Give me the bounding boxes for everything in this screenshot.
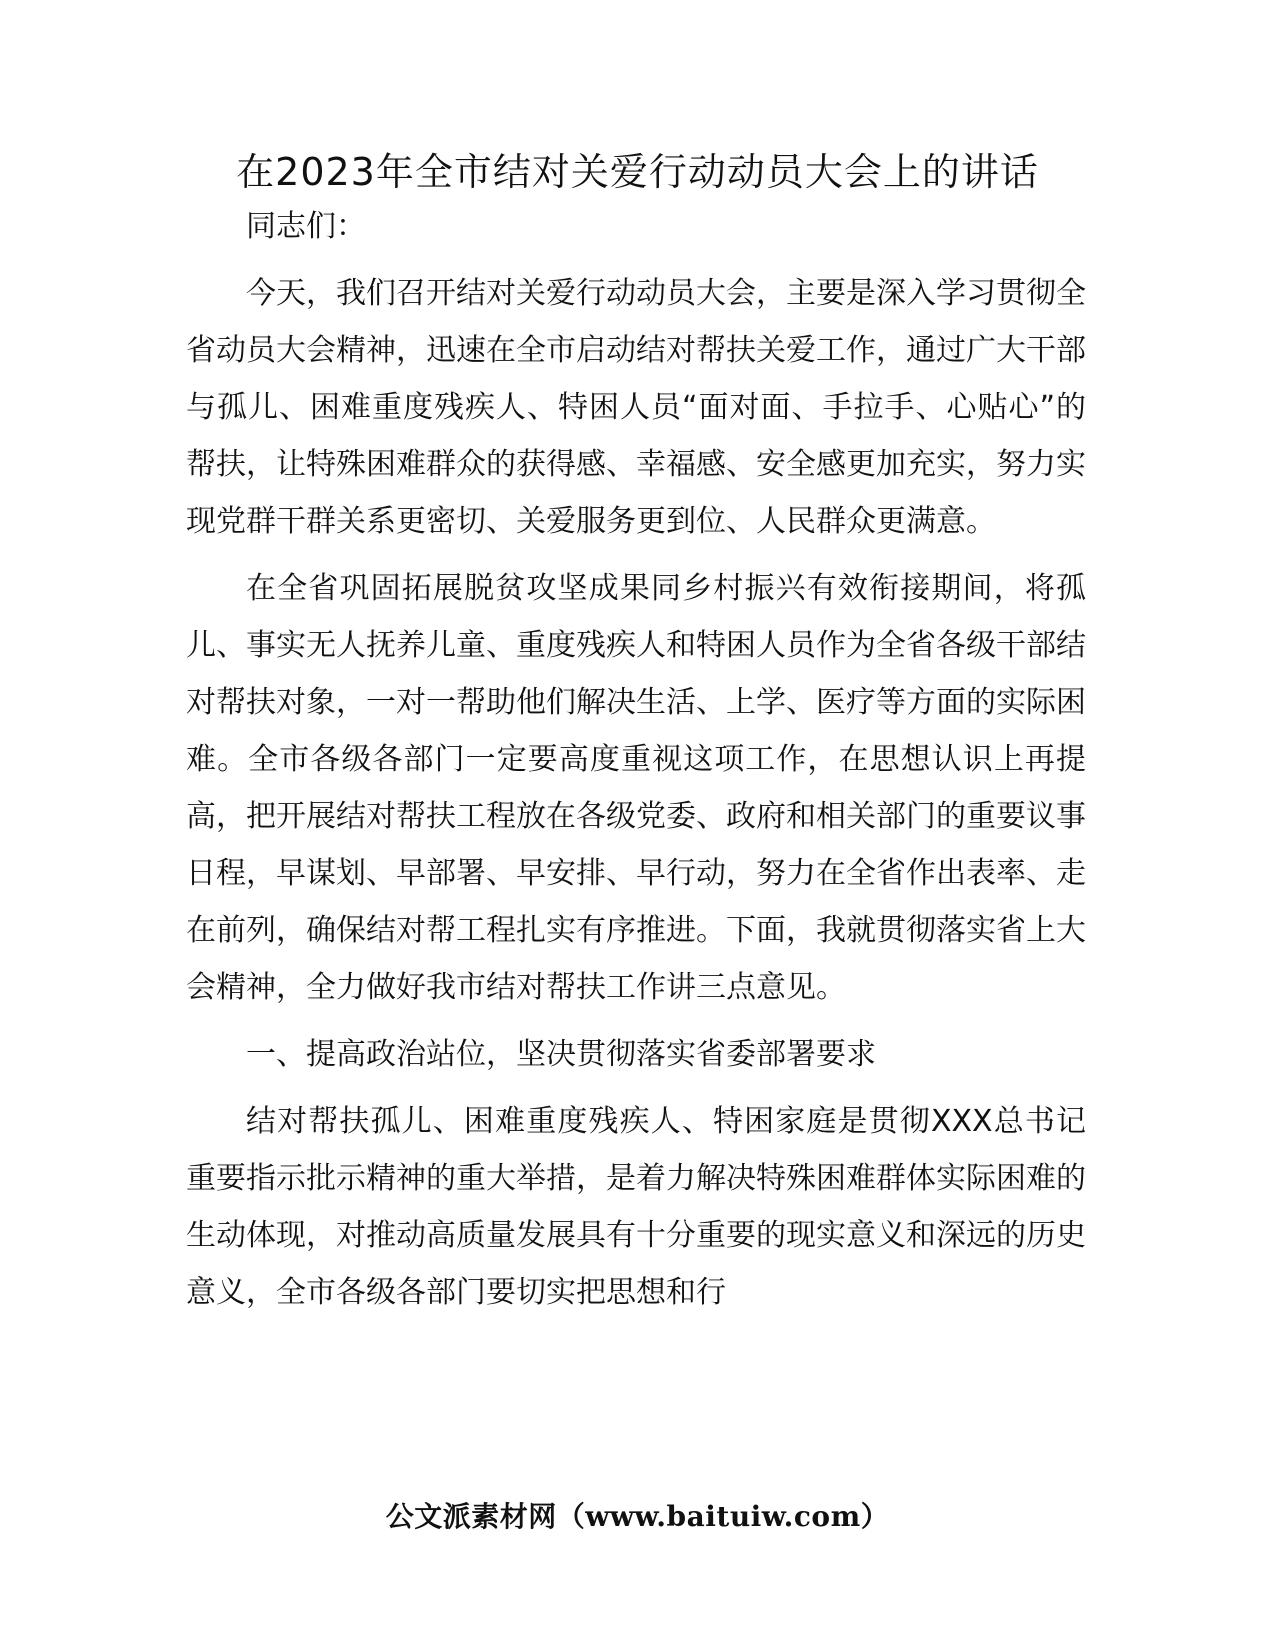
- section-heading-one: 一、提高政治站位，坚决贯彻落实省委部署要求: [246, 1037, 876, 1072]
- document-title: 在2023年全市结对关爱行动动员大会上的讲话: [236, 150, 1039, 194]
- paragraph-background: 在全省巩固拓展脱贫攻坚成果同乡村振兴有效衔接期间，将孤儿、事实无人抚养儿童、重度残疾人和特困人员作为全省各级干部结对帮扶对象，一对一帮助他们解决生活、上学、医疗等方面的实际困难。全市各级各部门一定要高度重视这项工作，在思想认识上再提高，把开展结对帮扶工程放在各级党委、政府和相关部门的重要议事日程，早谋划、早部署、早安排、早行动，努力在全省作出表率、走在前列，确保结对帮工程扎实有序推进。下面，我就贯彻落实省上大会精神，全力做好我市结对帮扶工作讲三点意见。: [186, 571, 1086, 1005]
- document-body: [186, 198, 1086, 1321]
- footer-watermark: 公文派素材网（www.baituiw.com）: [385, 1500, 890, 1533]
- paragraph-section-one: 结对帮扶孤儿、困难重度残疾人、特困家庭是贯彻XXX总书记重要指示批示精神的重大举措，是着力解决特殊困难群体实际困难的生动体现，对推动高质量发展具有十分重要的现实意义和深远的历史意义，全市各级各部门要切实把思想和行: [186, 1104, 1086, 1310]
- salutation: 同志们：: [246, 209, 366, 244]
- paragraph-opening: 今天，我们召开结对关爱行动动员大会，主要是深入学习贯彻全省动员大会精神，迅速在全市启动结对帮扶关爱工作，通过广大干部与孤儿、困难重度残疾人、特困人员“面对面、手拉手、心贴心”的帮扶，让特殊困难群众的获得感、幸福感、安全感更加充实，努力实现党群干群关系更密切、关爱服务更到位、人民群众更满意。: [186, 276, 1086, 539]
